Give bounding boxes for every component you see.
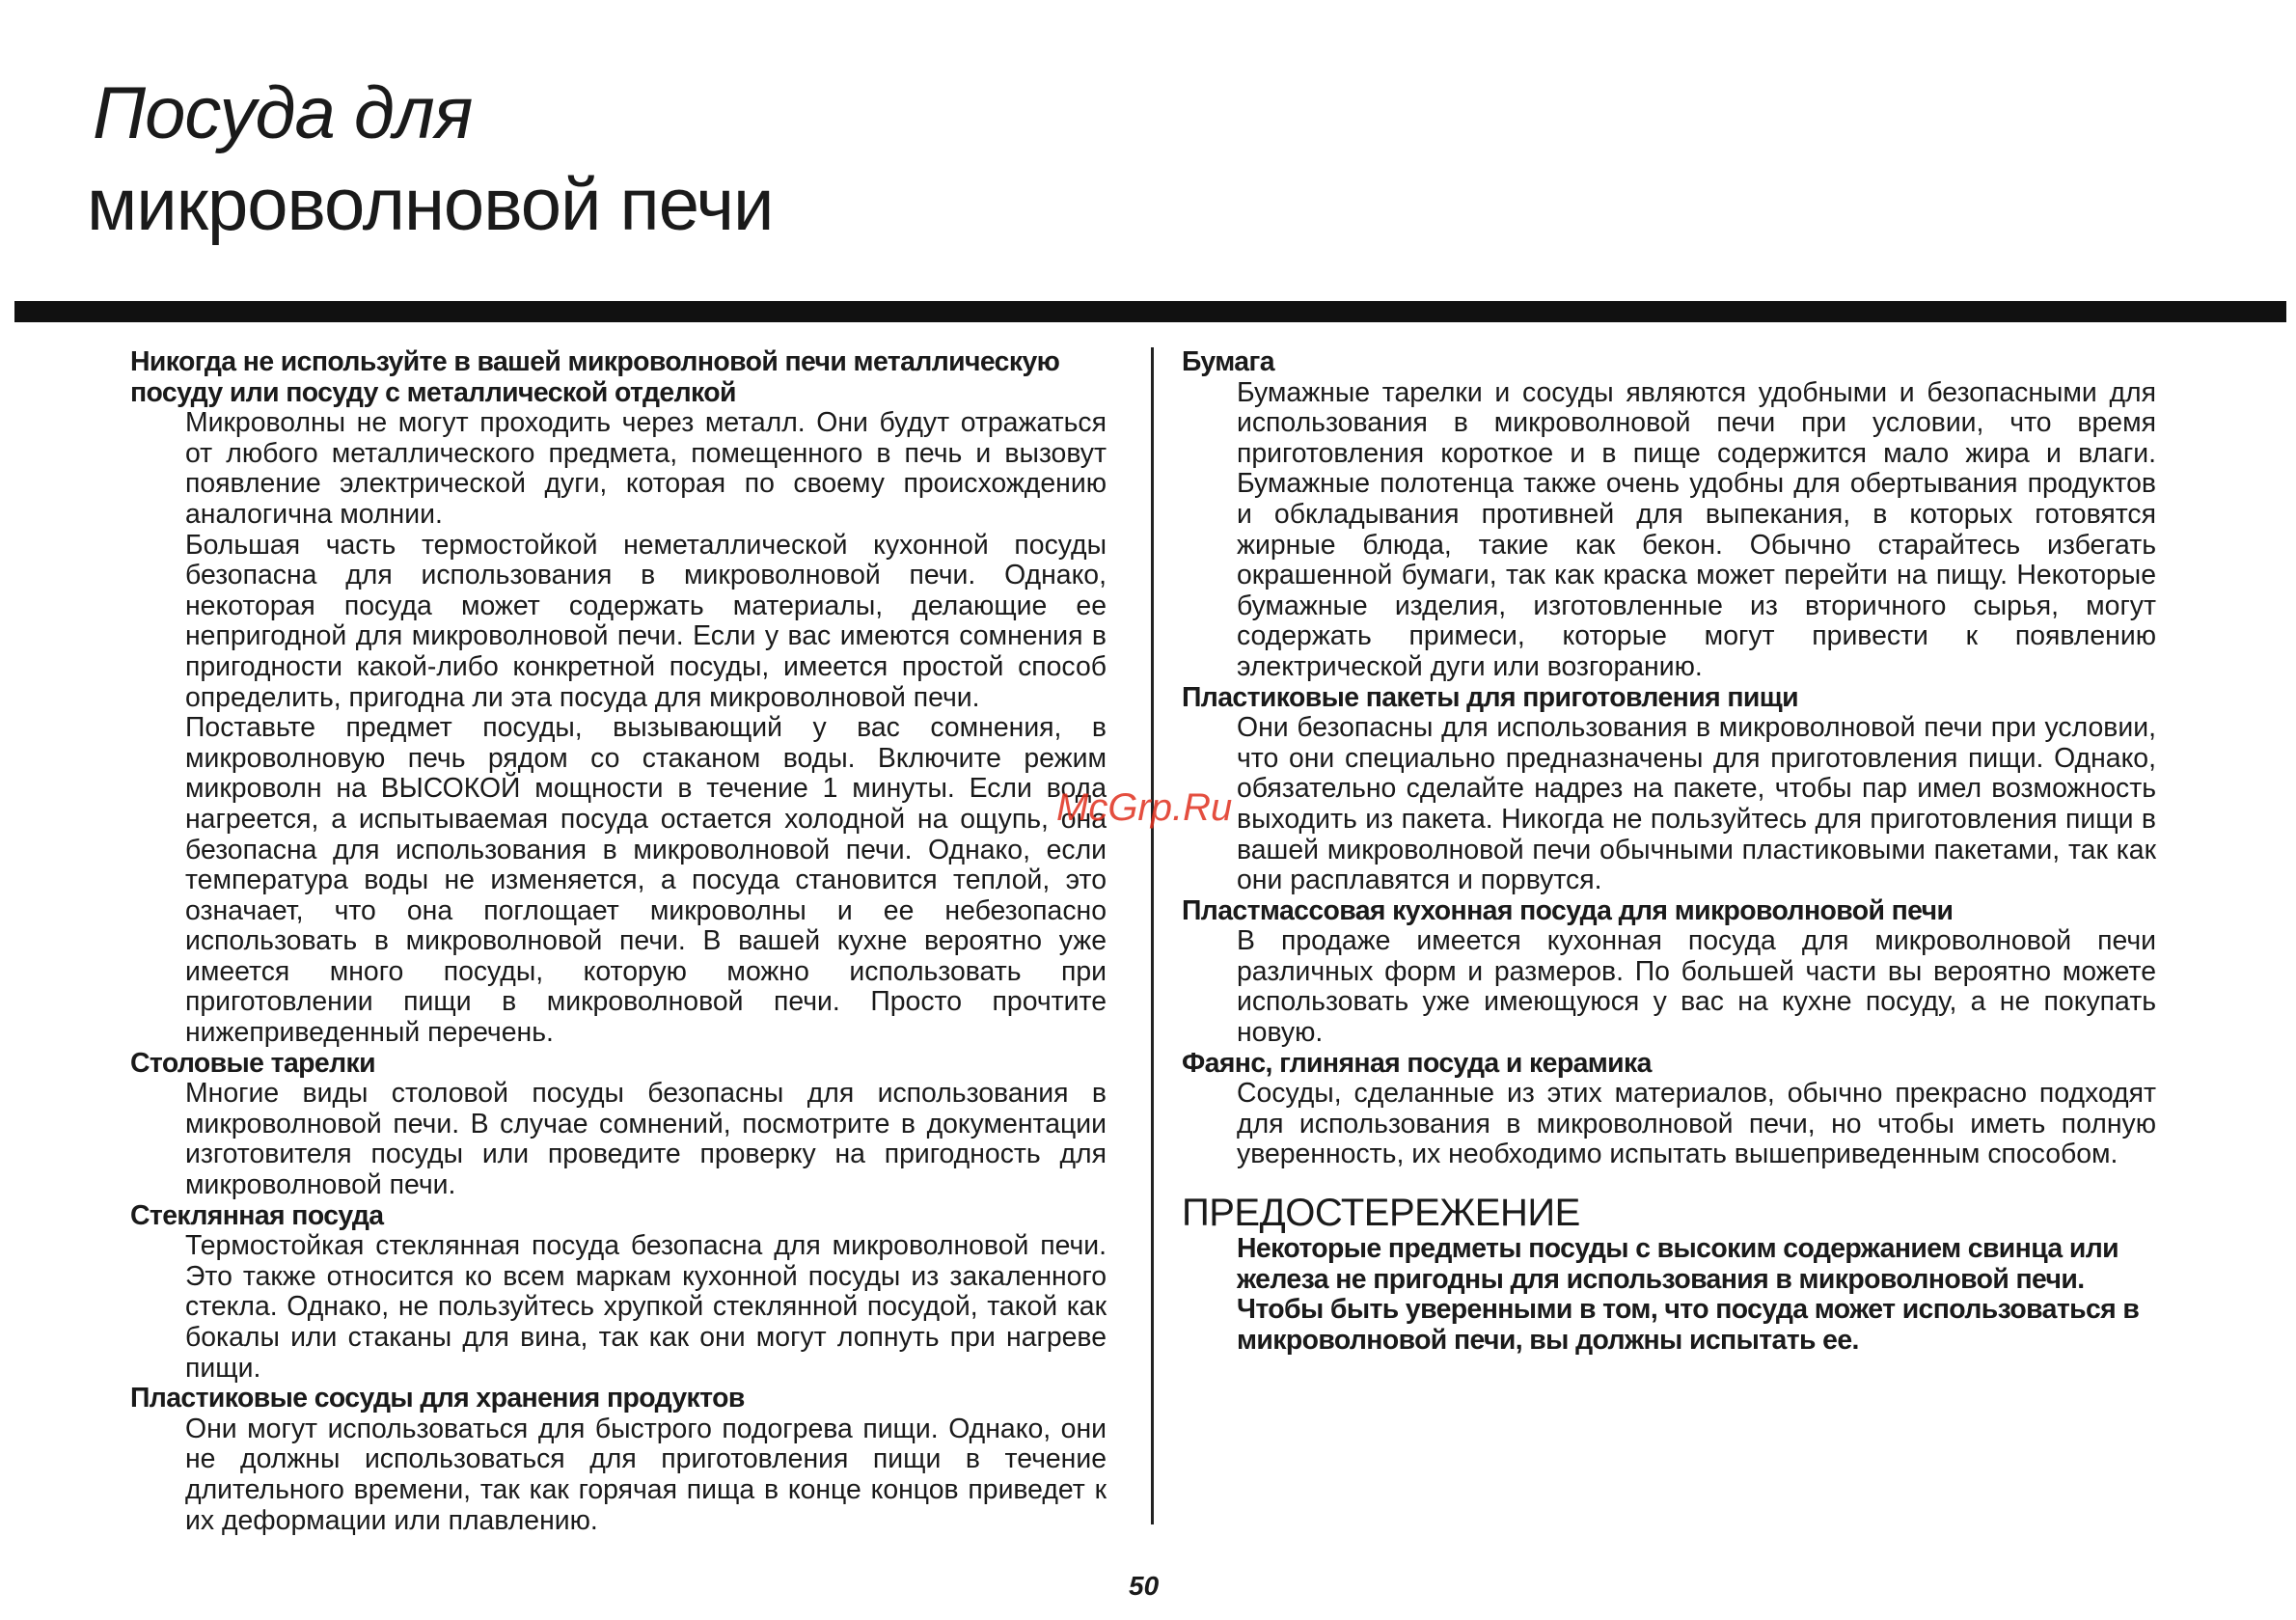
watermark: McGrp.Ru [1056,786,1233,829]
ceramic-paragraph: Сосуды, сделанные из этих материалов, обычно прекрасно подходят для использования в микроволновой печи, но чтобы иметь полную уверенность, их необходимо испытать вышеприведенным способом. [1237,1078,2156,1170]
metal-paragraph-1: Микроволны не могут проходить через металл. Они будут отражаться от любого металлического предмета, помещенного в печь и вызовут появление электрической дуги, которая по своему происхождению аналогична молнии. [185,407,1107,530]
column-divider [1151,347,1154,1524]
bags-heading: Пластиковые пакеты для приготовления пищи [1182,681,1798,713]
metal-paragraph-2: Большая часть термостойкой неметаллической кухонной посуды безопасна для использования в микроволновой печи. Однако, некоторая посуда может содержать материалы, делающие ее непригодной для микроволновой печи. Если у вас имеются сомнения в пригодности какой-либо конкретной посуды, имеется простой способ определить, пригодна ли эта посуда для микроволновой печи. [185,529,1107,713]
metal-paragraph-3: Поставьте предмет посуды, вызывающий у вас сомнения, в микроволновую печь рядом со стаканом воды. Включите режим микроволн на ВЫСОКОЙ мощности в течение 1 минуты. Если вода нагреется, а испытываемая посуда остается холодной на ощупь, она безопасна для использования в микроволновой печи. Однако, если температура воды не изменяется, а посуда становится теплой, это означает, что она поглощает микроволны и ее небезопасно использовать в микроволновой печи. В вашей кухне вероятно уже имеется много посуды, которую можно использовать при приготовлении пищи в микроволновой печи. Просто прочтите нижеприведенный перечень. [185,712,1107,1049]
page-title-line-2: микроволновой печи [87,164,774,246]
plates-paragraph: Многие виды столовой посуды безопасны для использования в микроволновой печи. В случае сомнений, посмотрите в документации изготовителя посуды или проведите проверку на пригодность для микроволновой печи. [185,1078,1107,1201]
warning-text-1: Некоторые предметы посуды с высоким содержанием свинца или железа не пригодны для использования в микроволновой печи. [1237,1233,2119,1295]
glass-heading: Стеклянная посуда [130,1199,384,1231]
page-title-line-1: Посуда для [93,72,473,154]
ceramic-heading: Фаянс, глиняная посуда и керамика [1182,1047,1652,1079]
page-number: 50 [1129,1571,1160,1601]
paper-heading: Бумага [1182,346,1274,377]
warning-text-2: Чтобы быть уверенными в том, что посуда может использоваться в микроволновой печи, вы должны испытать ее. [1237,1294,2140,1356]
warning-title: ПРЕДОСТЕРЕЖЕНИЕ [1182,1192,1580,1235]
storage-heading: Пластиковые сосуды для хранения продуктов [130,1383,745,1414]
storage-paragraph: Они могут использоваться для быстрого подогрева пищи. Однако, они не должны использоваться для приготовления пищи в течение длительного времени, так как горячая пища в конце концов приведет к их деформации или плавлению. [185,1413,1107,1536]
bags-paragraph: Они безопасны для использования в микроволновой печи при условии, что они специально предназначены для приготовления пищи. Однако, обязательно сделайте надрез на пакете, чтобы пар имел возможность выходить из пакета. Никогда не пользуйтесь для приготовления пищи в вашей микроволновой печи обычными пластиковыми пакетами, так как они расплавятся и порвутся. [1237,712,2156,896]
plates-heading: Столовые тарелки [130,1047,375,1079]
right-column [1182,347,2156,1356]
header-rule [14,301,2286,322]
left-column [130,347,1107,1536]
metal-warning-heading: Никогда не используйте в вашей микроволновой печи металлическую посуду или посуду с металлической отделкой [130,346,1060,408]
plastic-paragraph: В продаже имеется кухонная посуда для микроволновой печи различных форм и размеров. По большей части вы вероятно можете использовать уже имеющуюся у вас на кухне посуду, а не покупать новую. [1237,925,2156,1049]
plastic-heading: Пластмассовая кухонная посуда для микроволновой печи [1182,894,1954,926]
paper-paragraph: Бумажные тарелки и сосуды являются удобными и безопасными для использования в микроволновой печи при условии, что время приготовления короткое и в пище содержится мало жира и влаги. Бумажные полотенца также очень удобны для обертывания продуктов и обкладывания противней для выпекания, в которых готовятся жирные блюда, такие как бекон. Обычно старайтесь избегать окрашенной бумаги, так как краска может перейти на пищу. Некоторые бумажные изделия, изготовленные из вторичного сырья, могут содержать примеси, которые могут привести к появлению электрической дуги или возгоранию. [1237,376,2156,682]
glass-paragraph: Термостойкая стеклянная посуда безопасна для микроволновой печи. Это также относится ко всем маркам кухонной посуды из закаленного стекла. Однако, не пользуйтесь хрупкой стеклянной посудой, такой как бокалы или стаканы для вина, так как они могут лопнуть при нагреве пищи. [185,1230,1107,1384]
